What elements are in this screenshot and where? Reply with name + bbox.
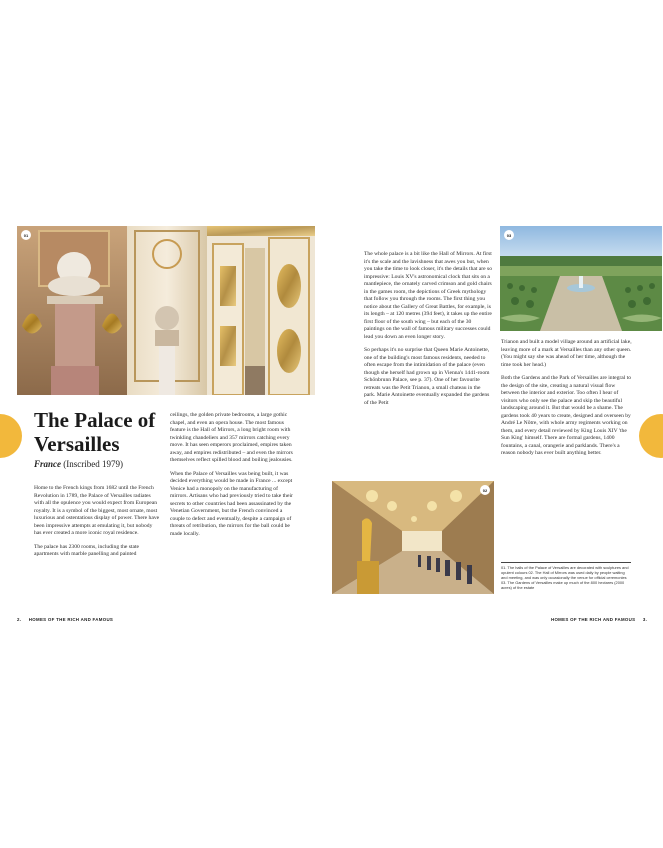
body-column-3: [364, 251, 493, 413]
body-column-1: [34, 485, 160, 565]
photo-hall-of-mirrors: [332, 481, 494, 594]
paragraph: The palace has 2300 rooms, including the state apartments with marble panelling and painted: [34, 543, 140, 557]
paragraph: The whole palace is a bit like the Hall of Mirrors. At first it's the scale and the lavishness that awes you but, when you take the time to look closer, it's the details that are so impressive: Louis XV's astronomical clock that sits on a mantlepiece, the ornately carved crimson and gold chairs in the games room, the depictions of Greek mythology that follow you through the rooms. The first thing you notice about the Gallery of Great Battles, for example, is its length – at 120 metres (394 feet), it takes up the entire first floor of the south wing – but each of the 30 paintings on the wall of famous military successes could lead you down an even longer story.: [364, 251, 493, 340]
paragraph: So perhaps it's no surprise that Queen Marie Antoinette, one of the building's most famous residents, needed to often escape from the intimidation of the palace (even though she herself had grown up in Vienna's 1441-room Schönbrunn Palace, see p. 37). One of her favourite retreats was the Petit Trianon, a small chateau in the park. Marie Antoinette eventually expanded the gardens of the Petit: [364, 347, 490, 406]
photo-number-badge: 02: [480, 485, 490, 495]
photo-number-badge: 01: [21, 230, 31, 240]
article-title: The Palace of Versailles: [34, 408, 156, 456]
photo-number-badge: 03: [504, 230, 514, 240]
running-title-left: HOMES OF THE RICH AND FAMOUS: [28, 617, 114, 622]
page-number-left: 2.: [17, 617, 22, 622]
paragraph: When the Palace of Versailles was being built, it was decided everything would be made in France ... except Venice had a monopoly on the manufacturing of mirrors. Artisans who had previously tried to take their secrets to other countries had been assassinated by the Venetian Government, but the French convinced a couple to defect and eventually, despite a campaign of threats of retribution, the mirrors for the ball could be made locally.: [170, 470, 293, 537]
footer-right: [551, 617, 647, 622]
hall-of-mirrors-illustration: [332, 481, 494, 594]
photo-caption: 01. The halls of the Palace of Versailles are decorated with sculptures and opulent colours 02. The Hall of Mirrors was used daily by people waiting and meeting, and was only occasionally the venue for official ceremonies 03. The Gardens of Versailles make up much of the 800 hectares (2000 acres) of the estate: [501, 562, 631, 590]
accent-tab-left: [0, 414, 22, 458]
paragraph: Trianon and built a model village around an artificial lake, leaving more of a mark at Versailles than any other queen. (You might say she was ahead of her time, although the time took her head.): [501, 339, 632, 368]
gardens-illustration: [500, 226, 662, 331]
palace-interior-illustration: [17, 226, 315, 395]
running-title-right: HOMES OF THE RICH AND FAMOUS: [551, 617, 636, 622]
photo-palace-interior: [17, 226, 315, 395]
article-subtitle: [34, 459, 123, 469]
paragraph: ceilings, the golden private bedrooms, a large gothic chapel, and even an opera house. The most famous feature is the Hall of Mirrors, a long bright room with twinkling chandeliers and 357 mirrors catching every move. It has seen emperors proclaimed, empires taken away, and empires redistributed – and even the mirrors themselves reflect spilled blood and boiling jealousies.: [170, 412, 293, 463]
paragraph: Home to the French kings from 1682 until the French Revolution in 1789, the Palace of Versailles radiates with all the opulence you would expect from European royalty. It is a symbol of the biggest, most ornate, most luxurious and ostentatious display of power. There have been impressive attempts at emulating it, but nobody has ever created a more iconic royal residence.: [34, 485, 160, 536]
footer-left: [17, 617, 113, 622]
subtitle-note: (Inscribed 1979): [63, 459, 123, 469]
body-column-4: [501, 339, 632, 464]
photo-gardens: [500, 226, 662, 331]
page-number-right: 3.: [642, 617, 648, 622]
subtitle-country: France: [34, 459, 61, 469]
body-column-2: [170, 412, 296, 544]
paragraph: Both the Gardens and the Park of Versailles are integral to the design of the site, creating a natural visual flow between the interior and exterior. Too often I hear of visitors who only see the palace and skip the beautiful landscaping around it. But that would be a shame. The gardens took 40 years to create, designed and overseen by André Le Nôtre, with whole army regiments working on them, and every detail reviewed by King Louis XIV 'the Sun King' himself. There are formal gardens, 1400 fountains, a canal, orangerie and parklands. There's a reason nobody has ever built anything better.: [501, 375, 632, 456]
accent-tab-right: [639, 414, 663, 458]
